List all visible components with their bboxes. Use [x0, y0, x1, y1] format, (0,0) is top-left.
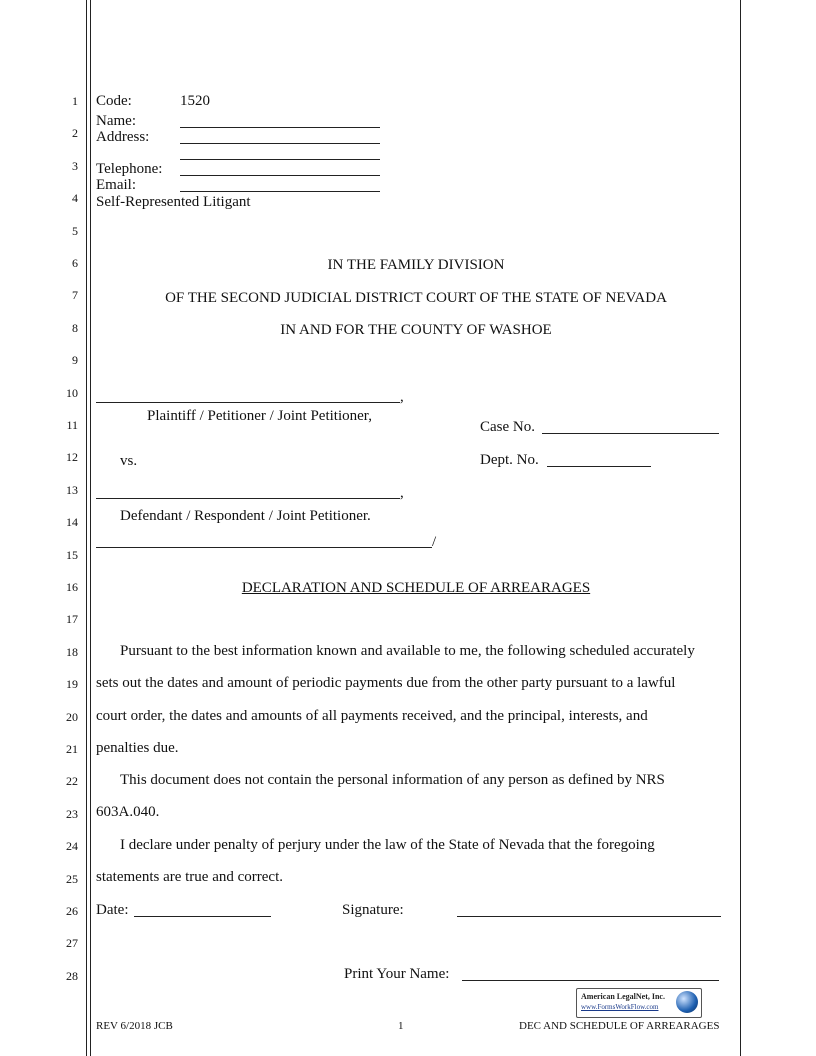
line-number: 23: [66, 806, 78, 821]
name-label: Name:: [96, 113, 136, 129]
court-heading-line-3: IN AND FOR THE COUNTY OF WASHOE: [280, 322, 552, 338]
line-number: 12: [66, 450, 78, 465]
footer-document-title: DEC AND SCHEDULE OF ARREARAGES: [519, 1020, 720, 1032]
code-label: Code:: [96, 93, 132, 109]
line-number: 15: [66, 547, 78, 562]
line-number: 13: [66, 482, 78, 497]
line-number: 4: [72, 191, 78, 206]
body-paragraph-1-line-1: Pursuant to the best information known and available to me, the following scheduled accurately: [120, 643, 695, 659]
line-number: 21: [66, 742, 78, 756]
email-label: Email:: [96, 177, 136, 193]
american-legalnet-logo: [576, 988, 702, 1018]
line-number: 25: [66, 871, 78, 886]
plaintiff-label: Plaintiff / Petitioner / Joint Petitioner,: [147, 408, 372, 424]
defendant-label: Defendant / Respondent / Joint Petitioner.: [120, 508, 371, 524]
code-value: 1520: [180, 93, 210, 109]
defendant-name-line[interactable]: [96, 498, 400, 499]
line-number: 22: [66, 774, 78, 789]
name-line[interactable]: [180, 127, 380, 128]
plaintiff-comma: ,: [400, 389, 404, 405]
line-number: 9: [72, 353, 78, 368]
line-number: 1: [72, 94, 78, 108]
signature-line[interactable]: [457, 916, 721, 917]
body-paragraph-1-line-2: sets out the dates and amount of periodic payments due from the other party pursuant to a lawful: [96, 675, 676, 691]
line-number: 2: [72, 126, 78, 141]
line-number: 7: [72, 288, 78, 303]
plaintiff-name-line[interactable]: [96, 402, 400, 403]
body-paragraph-3-line-1: I declare under penalty of perjury under the law of the State of Nevada that the foregoing: [120, 837, 655, 853]
date-label: Date:: [96, 902, 129, 918]
print-name-line[interactable]: [462, 980, 719, 981]
line-number: 16: [66, 580, 78, 594]
line-number: 17: [66, 612, 78, 627]
line-number: 19: [66, 677, 78, 692]
body-paragraph-2-line-1: This document does not contain the personal information of any person as defined by NRS: [120, 772, 665, 788]
telephone-label: Telephone:: [96, 161, 163, 177]
line-number: 18: [66, 644, 78, 659]
line-number: 28: [66, 968, 78, 983]
address-line-1[interactable]: [180, 143, 380, 144]
caption-closing-line: [96, 547, 432, 548]
document-title-text: DECLARATION AND SCHEDULE OF ARREARAGES: [241, 580, 591, 596]
case-no-line[interactable]: [542, 433, 719, 434]
line-number: 20: [66, 709, 78, 724]
body-paragraph-1-line-3: court order, the dates and amounts of all payments received, and the principal, interests, and: [96, 708, 648, 724]
line-number: 14: [66, 515, 78, 530]
litigant-status: Self-Represented Litigant: [96, 194, 251, 210]
signature-label: Signature:: [342, 902, 404, 918]
print-name-label: Print Your Name:: [344, 966, 450, 982]
body-paragraph-3-line-2: statements are true and correct.: [96, 869, 283, 885]
telephone-line[interactable]: [180, 175, 380, 176]
date-line[interactable]: [134, 916, 271, 917]
footer-revision: REV 6/2018 JCB: [96, 1020, 173, 1032]
body-paragraph-2-line-2: 603A.040.: [96, 804, 160, 820]
right-margin-rule: [740, 0, 741, 1056]
line-number: 11: [66, 418, 78, 432]
left-margin-rule-outer: [86, 0, 87, 1056]
line-number: 3: [72, 158, 78, 173]
vs-label: vs.: [120, 453, 138, 469]
left-margin-rule-inner: [90, 0, 91, 1056]
globe-icon: [676, 991, 698, 1013]
document-title: [96, 579, 736, 597]
defendant-comma: ,: [400, 485, 404, 501]
court-heading-line-2: OF THE SECOND JUDICIAL DISTRICT COURT OF THE STATE OF NEVADA: [165, 290, 667, 306]
dept-no-line[interactable]: [547, 466, 651, 467]
footer-page-number: 1: [398, 1020, 404, 1032]
line-number: 6: [72, 256, 78, 270]
logo-url: www.FormsWorkFlow.com: [581, 1003, 659, 1011]
dept-no-label: Dept. No.: [480, 452, 539, 468]
line-number: 24: [66, 839, 78, 854]
case-no-label: Case No.: [480, 419, 535, 435]
line-number: 8: [72, 320, 78, 335]
logo-company-name: American LegalNet, Inc.: [581, 992, 665, 1001]
line-number: 27: [66, 936, 78, 951]
line-number: 10: [66, 385, 78, 400]
address-line-2[interactable]: [180, 159, 380, 160]
line-number: 5: [72, 223, 78, 238]
body-paragraph-1-line-4: penalties due.: [96, 740, 179, 756]
line-number: 26: [66, 904, 78, 918]
court-heading-line-1: IN THE FAMILY DIVISION: [327, 257, 505, 273]
caption-slash: /: [432, 534, 437, 550]
address-label: Address:: [96, 129, 150, 145]
email-line[interactable]: [180, 191, 380, 192]
